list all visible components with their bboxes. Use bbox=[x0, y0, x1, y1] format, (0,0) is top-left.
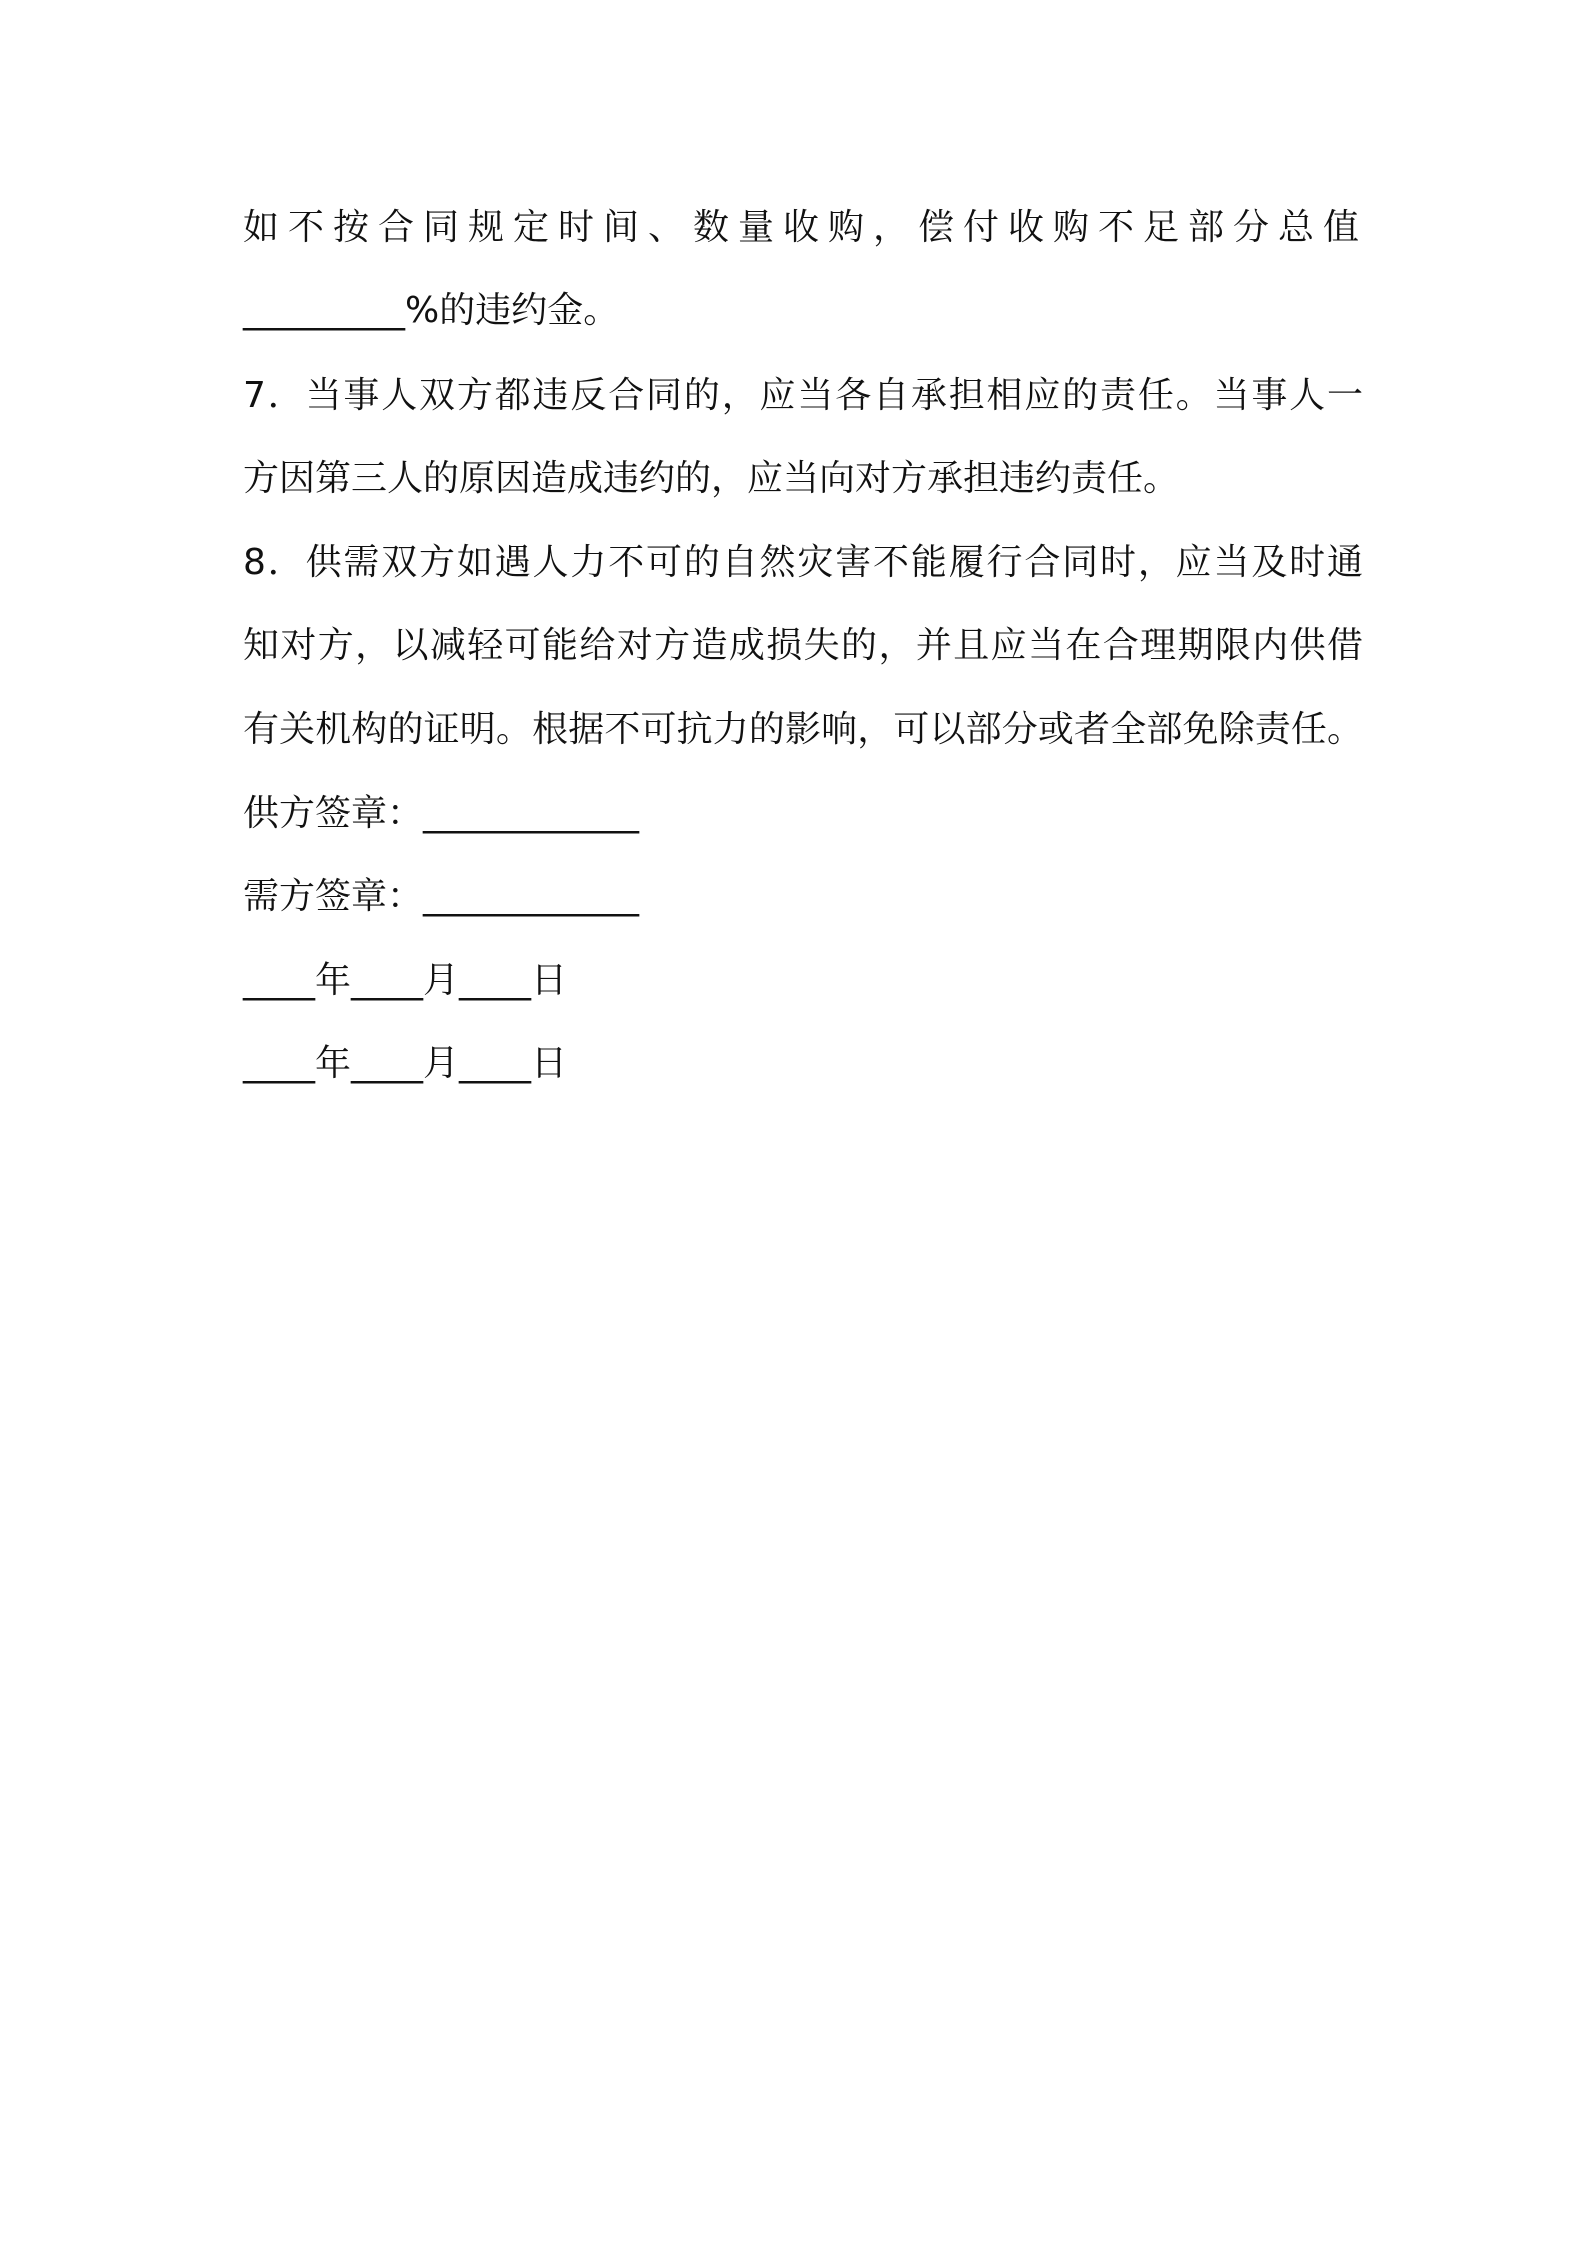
clause-8-line-2: 知对方，以减轻可能给对方造成损失的，并且应当在合理期限内供借 bbox=[243, 625, 1363, 666]
buyer-date-line: ____年____月____日 bbox=[243, 1043, 568, 1084]
clause-8-line-1: 8．供需双方如遇人力不可的自然灾害不能履行合同时，应当及时通 bbox=[243, 542, 1363, 583]
clause-6-continuation-line-2: _________%的违约金。 bbox=[243, 290, 620, 331]
clause-7-line-2: 方因第三人的原因造成违约的，应当向对方承担违约责任。 bbox=[243, 458, 1180, 499]
supplier-signature-line: 供方签章：____________ bbox=[243, 793, 640, 834]
clause-6-continuation-line-1: 如不按合同规定时间、数量收购，偿付收购不足部分总值 bbox=[243, 207, 1363, 248]
clause-8-line-3: 有关机构的证明。根据不可抗力的影响，可以部分或者全部免除责任。 bbox=[243, 709, 1363, 750]
buyer-signature-line: 需方签章：____________ bbox=[243, 876, 640, 917]
clause-7-line-1: 7．当事人双方都违反合同的，应当各自承担相应的责任。当事人一 bbox=[243, 375, 1363, 416]
supplier-date-line: ____年____月____日 bbox=[243, 960, 568, 1001]
